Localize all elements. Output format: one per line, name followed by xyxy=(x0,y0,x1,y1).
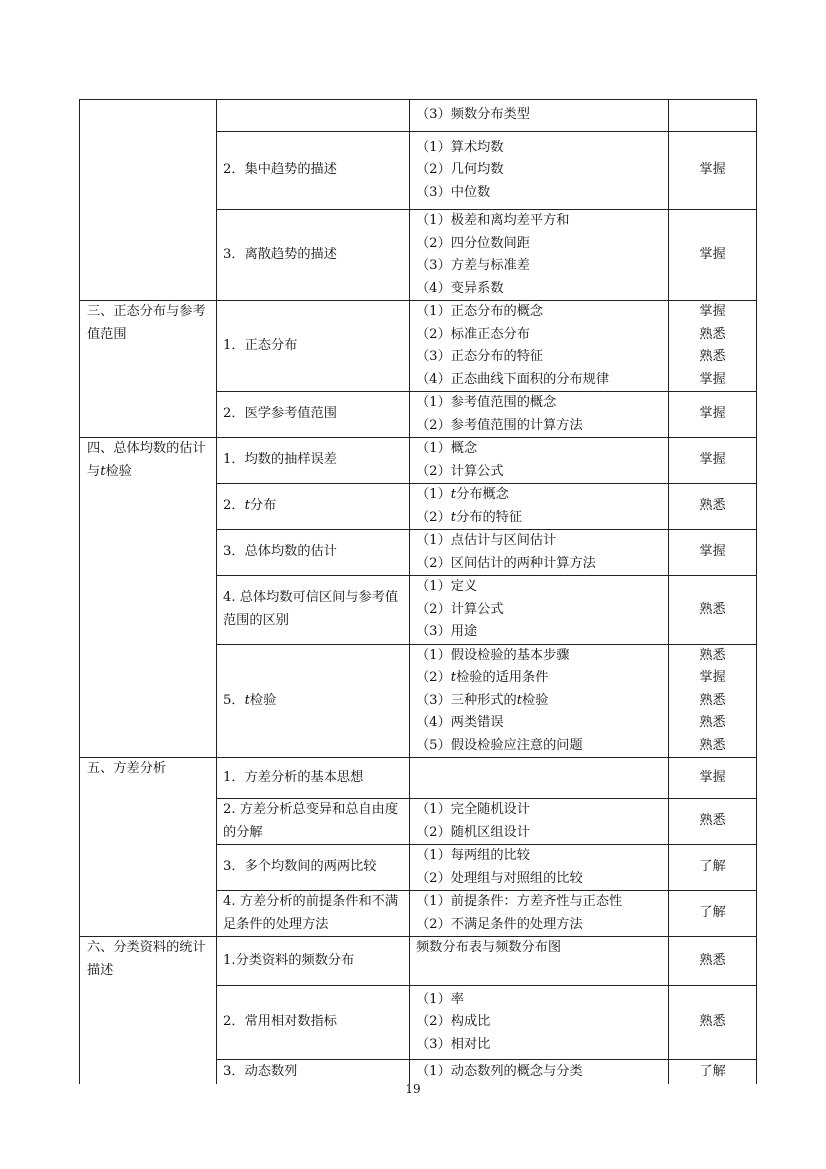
level-text: 熟悉 xyxy=(699,349,726,364)
table-row xyxy=(80,100,757,132)
point-text: （3）正态分布的特征 xyxy=(416,349,544,364)
level-text: 掌握 xyxy=(699,452,726,468)
point-text: （1）动态数列的概念与分类 xyxy=(416,1063,583,1079)
points-cell xyxy=(410,210,669,301)
point-text: （1）正态分布的概念 xyxy=(416,304,544,319)
level-cell xyxy=(669,392,757,438)
section-title: 三、正态分布与参考值范围 xyxy=(87,304,206,342)
topic-text: 4. 总体均数可信区间与参考值范围的区别 xyxy=(223,590,399,628)
topic-cell xyxy=(217,937,410,986)
syllabus-table xyxy=(79,99,757,1084)
point-text: （2）构成比 xyxy=(416,1014,491,1030)
point-text: （1）每两组的比较 xyxy=(416,848,530,863)
topic-text: 2．常用相对数指标 xyxy=(223,1014,337,1030)
level-text: 熟悉 xyxy=(699,326,726,342)
section-title-cell xyxy=(80,758,217,937)
point-text: （1）极差和离均差平方和 xyxy=(416,213,570,228)
points-cell xyxy=(410,438,669,484)
topic-cell xyxy=(217,576,410,645)
topic-cell xyxy=(217,799,410,845)
table-row xyxy=(80,301,757,392)
level-cell xyxy=(669,530,757,576)
point-text: （1）点估计与区间估计 xyxy=(416,533,557,548)
point-text: （1）算术均数 xyxy=(416,139,504,155)
section-title-cell xyxy=(80,100,217,301)
point-text: （2）t检验的适用条件 xyxy=(416,670,549,685)
level-cell xyxy=(669,845,757,891)
level-text: 熟悉 xyxy=(699,498,726,514)
level-text: 掌握 xyxy=(699,371,726,387)
topic-text: 1．均数的抽样误差 xyxy=(223,452,337,468)
section-title: 四、总体均数的估计与t检验 xyxy=(87,441,206,479)
point-text: （2）参考值范围的计算方法 xyxy=(416,417,583,433)
topic-text: 4. 方差分析的前提条件和不满足条件的处理方法 xyxy=(223,894,399,932)
point-text: （4）变异系数 xyxy=(416,280,504,296)
level-text: 掌握 xyxy=(699,670,726,685)
level-cell xyxy=(669,891,757,937)
table-row xyxy=(80,937,757,986)
point-text: （2）计算公式 xyxy=(416,601,504,617)
level-cell xyxy=(669,986,757,1060)
point-text: （1）参考值范围的概念 xyxy=(416,395,557,410)
points-cell xyxy=(410,301,669,392)
level-text: 熟悉 xyxy=(699,1014,726,1030)
points-cell xyxy=(410,845,669,891)
topic-cell xyxy=(217,845,410,891)
topic-text: 3．多个均数间的两两比较 xyxy=(223,859,377,875)
level-cell xyxy=(669,576,757,645)
point-text: （3）三种形式的t检验 xyxy=(416,692,549,708)
points-cell xyxy=(410,132,669,210)
point-text: （3）频数分布类型 xyxy=(416,107,530,123)
point-text: （1）前提条件：方差齐性与正态性 xyxy=(416,894,623,909)
topic-text: 3．离散趋势的描述 xyxy=(223,246,337,262)
level-cell xyxy=(669,100,757,132)
page-number: 19 xyxy=(405,1082,421,1096)
point-text: （1）概念 xyxy=(416,441,478,456)
topic-text: 1．正态分布 xyxy=(223,337,298,353)
topic-cell xyxy=(217,1060,410,1084)
topic-text: 2. 方差分析总变异和总自由度的分解 xyxy=(223,802,399,840)
level-cell xyxy=(669,210,757,301)
topic-text: 1．方差分析的基本思想 xyxy=(223,769,364,785)
section-title-cell xyxy=(80,438,217,758)
level-cell xyxy=(669,301,757,392)
point-text: （1）率 xyxy=(416,991,464,1007)
level-text: 熟悉 xyxy=(699,601,726,617)
level-cell xyxy=(669,799,757,845)
points-cell xyxy=(410,891,669,937)
point-text: （2）标准正态分布 xyxy=(416,326,530,342)
topic-text: 2．医学参考值范围 xyxy=(223,406,337,422)
topic-cell xyxy=(217,438,410,484)
points-cell xyxy=(410,100,669,132)
topic-cell xyxy=(217,484,410,530)
topic-text: 3．动态数列 xyxy=(223,1063,298,1079)
level-text: 熟悉 xyxy=(699,715,726,730)
points-cell xyxy=(410,1060,669,1084)
level-cell xyxy=(669,644,757,758)
topic-cell xyxy=(217,392,410,438)
level-cell xyxy=(669,758,757,799)
level-text: 熟悉 xyxy=(699,692,726,708)
level-text: 掌握 xyxy=(699,304,726,319)
topic-cell xyxy=(217,644,410,758)
topic-cell xyxy=(217,210,410,301)
table-row xyxy=(80,758,757,799)
topic-cell xyxy=(217,530,410,576)
point-text: （2）计算公式 xyxy=(416,463,504,479)
point-text: （3）相对比 xyxy=(416,1036,491,1052)
point-text: （1）t分布概念 xyxy=(416,487,509,502)
level-cell xyxy=(669,438,757,484)
level-cell xyxy=(669,937,757,986)
topic-cell xyxy=(217,891,410,937)
point-text: （2）四分位数间距 xyxy=(416,235,530,251)
point-text: （4）正态曲线下面积的分布规律 xyxy=(416,371,610,387)
topic-cell xyxy=(217,100,410,132)
points-cell xyxy=(410,392,669,438)
point-text: （2）随机区组设计 xyxy=(416,824,530,840)
level-cell xyxy=(669,132,757,210)
level-text: 掌握 xyxy=(699,162,726,178)
section-title-cell xyxy=(80,937,217,1084)
level-cell xyxy=(669,1060,757,1084)
points-cell xyxy=(410,576,669,645)
point-text: （2）t分布的特征 xyxy=(416,509,523,525)
points-cell xyxy=(410,484,669,530)
table-row xyxy=(80,438,757,484)
level-text: 熟悉 xyxy=(699,647,726,663)
topic-text: 2．t分布 xyxy=(223,498,277,514)
point-text: （5）假设检验应注意的问题 xyxy=(416,737,583,753)
topic-cell xyxy=(217,758,410,799)
point-text: 频数分布表与频数分布图 xyxy=(416,940,562,955)
point-text: （1）定义 xyxy=(416,579,478,594)
points-cell xyxy=(410,530,669,576)
level-text: 掌握 xyxy=(699,246,726,262)
level-text: 掌握 xyxy=(699,406,726,422)
point-text: （2）处理组与对照组的比较 xyxy=(416,870,583,886)
points-cell xyxy=(410,758,669,799)
level-text: 了解 xyxy=(699,1063,726,1079)
topic-cell xyxy=(217,301,410,392)
points-cell xyxy=(410,986,669,1060)
level-text: 了解 xyxy=(699,859,726,875)
topic-text: 2．集中趋势的描述 xyxy=(223,162,337,178)
point-text: （3）用途 xyxy=(416,624,478,639)
point-text: （3）中位数 xyxy=(416,184,491,200)
level-text: 熟悉 xyxy=(699,952,726,968)
level-text: 了解 xyxy=(699,905,726,921)
level-text: 熟悉 xyxy=(699,813,726,829)
level-text: 掌握 xyxy=(699,544,726,560)
point-text: （2）不满足条件的处理方法 xyxy=(416,916,583,932)
point-text: （1）假设检验的基本步骤 xyxy=(416,647,570,663)
section-title: 五、方差分析 xyxy=(87,761,167,776)
level-text: 熟悉 xyxy=(699,737,726,753)
point-text: （4）两类错误 xyxy=(416,715,504,730)
points-cell xyxy=(410,644,669,758)
topic-cell xyxy=(217,132,410,210)
section-title: 六、分类资料的统计描述 xyxy=(87,940,206,978)
level-text: 掌握 xyxy=(699,769,726,785)
topic-text: 3．总体均数的估计 xyxy=(223,544,337,560)
level-cell xyxy=(669,484,757,530)
point-text: （1）完全随机设计 xyxy=(416,802,530,817)
points-cell xyxy=(410,937,669,986)
point-text: （3）方差与标准差 xyxy=(416,258,530,273)
point-text: （2）几何均数 xyxy=(416,162,504,178)
topic-text: 5．t检验 xyxy=(223,692,277,708)
points-cell xyxy=(410,799,669,845)
point-text: （2）区间估计的两种计算方法 xyxy=(416,555,596,571)
section-title-cell xyxy=(80,301,217,438)
topic-text: 1.分类资料的频数分布 xyxy=(223,952,355,968)
topic-cell xyxy=(217,986,410,1060)
